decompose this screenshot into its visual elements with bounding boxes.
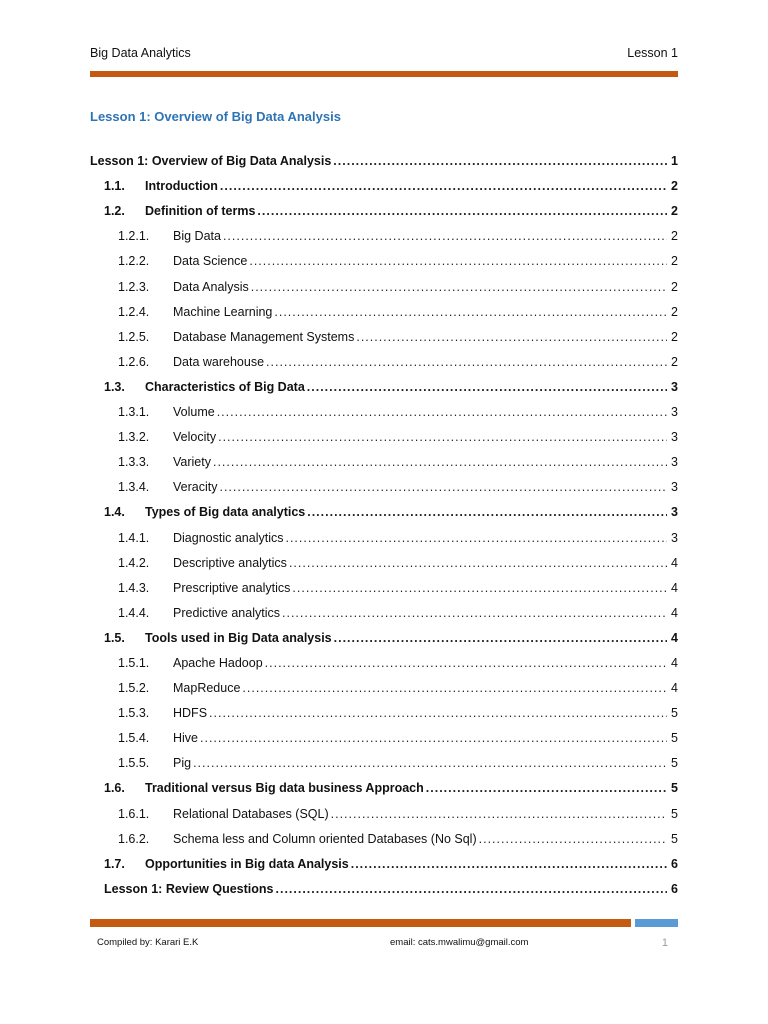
toc-entry[interactable]	[90, 795, 678, 820]
toc-entry[interactable]	[90, 770, 678, 795]
toc-entry-page: 5	[671, 781, 678, 796]
toc-dot-leader	[266, 355, 667, 369]
toc-entry-title: Velocity	[173, 430, 217, 445]
footer-compiled-by: Compiled by: Karari E.K	[97, 937, 199, 948]
toc-entry[interactable]	[90, 570, 678, 595]
toc-dot-leader	[219, 480, 667, 494]
toc-entry-page: 2	[671, 229, 678, 244]
toc-entry-page: 5	[671, 831, 678, 846]
toc-entry-number: 1.4.	[104, 505, 125, 520]
toc-entry-number: 1.5.2.	[118, 681, 150, 696]
toc-entry-number: 1.3.1.	[118, 405, 150, 420]
toc-dot-leader	[276, 882, 668, 896]
toc-entry-title: Hive	[173, 731, 199, 746]
toc-entry-number: 1.2.2.	[118, 254, 150, 269]
toc-entry-page: 6	[671, 856, 678, 871]
toc-entry-title: Database Management Systems	[173, 329, 355, 344]
toc-entry-number: 1.5.3.	[118, 706, 150, 721]
toc-entry[interactable]	[90, 193, 678, 218]
toc-entry-page: 2	[671, 204, 678, 219]
toc-dot-leader	[479, 832, 667, 846]
toc-entry-number: 1.2.5.	[118, 329, 150, 344]
toc-entry-title: Predictive analytics	[173, 605, 280, 620]
toc-entry-title: Variety	[173, 455, 211, 470]
toc-entry[interactable]	[90, 494, 678, 519]
toc-dot-leader	[257, 204, 667, 218]
toc-entry-title: Prescriptive analytics	[173, 580, 291, 595]
toc-heading: Lesson 1: Overview of Big Data Analysis	[90, 109, 341, 124]
toc-entry-title: Opportunities in Big data Analysis	[145, 856, 349, 871]
toc-entry[interactable]	[90, 469, 678, 494]
toc-dot-leader	[331, 807, 667, 821]
toc-entry-page: 5	[671, 706, 678, 721]
toc-entry-title: Apache Hadoop	[173, 655, 263, 670]
toc-entry[interactable]	[90, 419, 678, 444]
toc-entry-title: Traditional versus Big data business Approach	[145, 781, 424, 796]
toc-entry[interactable]	[90, 545, 678, 570]
toc-entry-page: 3	[671, 505, 678, 520]
toc-entry-number: 1.5.	[104, 630, 125, 645]
toc-entry-page: 5	[671, 731, 678, 746]
toc-entry-number: 1.5.4.	[118, 731, 150, 746]
toc-entry-title: Tools used in Big Data analysis	[145, 630, 332, 645]
toc-entry-number: 1.3.	[104, 379, 125, 394]
toc-entry-title: Volume	[173, 405, 215, 420]
toc-entry[interactable]	[90, 394, 678, 419]
toc-entry[interactable]	[90, 821, 678, 846]
toc-dot-leader	[249, 254, 667, 268]
toc-entry[interactable]	[90, 218, 678, 243]
toc-entry-number: 1.1.	[104, 179, 125, 194]
toc-entry-number: 1.4.3.	[118, 580, 150, 595]
toc-dot-leader	[351, 857, 667, 871]
toc-dot-leader	[251, 280, 667, 294]
toc-entry-number: 1.3.2.	[118, 430, 150, 445]
toc-entry[interactable]	[90, 143, 678, 168]
toc-entry-page: 2	[671, 354, 678, 369]
toc-entry[interactable]	[90, 268, 678, 293]
toc-entry[interactable]	[90, 168, 678, 193]
toc-dot-leader	[333, 154, 667, 168]
toc-dot-leader	[282, 606, 667, 620]
toc-entry-page: 3	[671, 430, 678, 445]
toc-dot-leader	[223, 229, 667, 243]
toc-entry[interactable]	[90, 695, 678, 720]
toc-entry[interactable]	[90, 243, 678, 268]
toc-dot-leader	[218, 430, 667, 444]
toc-entry[interactable]	[90, 319, 678, 344]
footer-rule-orange	[90, 919, 631, 927]
toc-dot-leader	[334, 631, 667, 645]
toc-dot-leader	[242, 681, 667, 695]
toc-entry[interactable]	[90, 720, 678, 745]
toc-entry[interactable]	[90, 670, 678, 695]
toc-entry-page: 3	[671, 379, 678, 394]
toc-entry-title: Relational Databases (SQL)	[173, 806, 329, 821]
toc-entry[interactable]	[90, 369, 678, 394]
toc-entry-page: 2	[671, 179, 678, 194]
toc-entry-title: Data Science	[173, 254, 248, 269]
toc-entry-number: 1.3.3.	[118, 455, 150, 470]
toc-entry-title: Descriptive analytics	[173, 555, 287, 570]
toc-entry-title: HDFS	[173, 706, 208, 721]
toc-entry-number: 1.2.1.	[118, 229, 150, 244]
toc-entry-number: 1.6.2.	[118, 831, 150, 846]
toc-entry-number: 1.6.	[104, 781, 125, 796]
toc-entry-number: 1.3.4.	[118, 480, 150, 495]
toc-dot-leader	[307, 380, 667, 394]
toc-entry-page: 4	[671, 580, 678, 595]
toc-entry-page: 2	[671, 254, 678, 269]
toc-entry-title: MapReduce	[173, 681, 241, 696]
header-lesson: Lesson 1	[627, 46, 678, 60]
toc-entry-number: 1.2.6.	[118, 354, 150, 369]
toc-entry-page: 2	[671, 279, 678, 294]
toc-entry-page: 4	[671, 630, 678, 645]
toc-entry-page: 3	[671, 480, 678, 495]
toc-entry-number: 1.6.1.	[118, 806, 150, 821]
footer-page-number: 1	[661, 937, 668, 949]
toc-entry-title: Machine Learning	[173, 304, 273, 319]
toc-dot-leader	[220, 179, 667, 193]
toc-entry-page: 5	[671, 806, 678, 821]
toc-dot-leader	[292, 581, 667, 595]
toc-entry-page: 1	[671, 154, 678, 169]
toc-entry-title: Big Data	[173, 229, 221, 244]
toc-dot-leader	[289, 556, 667, 570]
toc-entry-title: Introduction	[145, 179, 218, 194]
toc-entry-page: 4	[671, 655, 678, 670]
header-title: Big Data Analytics	[90, 46, 191, 60]
toc-entry-page: 3	[671, 530, 678, 545]
toc-entry-number: 1.4.4.	[118, 605, 150, 620]
toc-entry-number: 1.2.4.	[118, 304, 150, 319]
toc-entry[interactable]	[90, 595, 678, 620]
toc-entry-number: 1.2.3.	[118, 279, 150, 294]
toc-dot-leader	[426, 781, 667, 795]
toc-dot-leader	[285, 531, 667, 545]
toc-dot-leader	[356, 330, 667, 344]
toc-entry-title: Data Analysis	[173, 279, 249, 294]
header-rule	[90, 71, 678, 77]
toc-dot-leader	[265, 656, 667, 670]
table-of-contents	[90, 143, 678, 896]
toc-entry-title: Pig	[173, 756, 192, 771]
toc-entry-title: Schema less and Column oriented Databases (No Sql)	[173, 831, 477, 846]
toc-dot-leader	[217, 405, 667, 419]
toc-entry-title: Types of Big data analytics	[145, 505, 306, 520]
toc-entry[interactable]	[90, 871, 678, 896]
toc-entry-page: 2	[671, 329, 678, 344]
toc-entry-number: 1.5.1.	[118, 655, 150, 670]
toc-entry-title: Data warehouse	[173, 354, 265, 369]
toc-dot-leader	[307, 505, 667, 519]
toc-dot-leader	[200, 731, 667, 745]
toc-entry-page: 3	[671, 455, 678, 470]
toc-entry-number: 1.4.1.	[118, 530, 150, 545]
toc-entry-title: Characteristics of Big Data	[145, 379, 305, 394]
toc-dot-leader	[213, 455, 667, 469]
page-header	[90, 46, 678, 66]
toc-entry[interactable]	[90, 294, 678, 319]
toc-entry[interactable]	[90, 645, 678, 670]
toc-entry[interactable]	[90, 846, 678, 871]
toc-entry-number: 1.4.2.	[118, 555, 150, 570]
toc-dot-leader	[274, 305, 667, 319]
toc-entry-title: Lesson 1: Review Questions	[104, 881, 274, 896]
toc-entry[interactable]	[90, 519, 678, 544]
toc-entry-page: 4	[671, 555, 678, 570]
toc-entry-page: 4	[671, 605, 678, 620]
toc-entry-title: Lesson 1: Overview of Big Data Analysis	[90, 154, 332, 169]
footer-rule-blue	[635, 919, 678, 927]
toc-entry-number: 1.7.	[104, 856, 125, 871]
toc-entry-title: Veracity	[173, 480, 218, 495]
toc-entry-page: 5	[671, 756, 678, 771]
toc-entry-title: Definition of terms	[145, 204, 256, 219]
toc-dot-leader	[193, 756, 667, 770]
toc-entry-page: 2	[671, 304, 678, 319]
toc-entry[interactable]	[90, 444, 678, 469]
toc-entry[interactable]	[90, 620, 678, 645]
toc-entry-page: 4	[671, 681, 678, 696]
toc-entry-number: 1.2.	[104, 204, 125, 219]
footer-email: email: cats.mwalimu@gmail.com	[390, 937, 529, 948]
toc-entry[interactable]	[90, 344, 678, 369]
footer-rule	[90, 919, 678, 927]
toc-entry[interactable]	[90, 745, 678, 770]
toc-dot-leader	[209, 706, 667, 720]
toc-entry-title: Diagnostic analytics	[173, 530, 284, 545]
toc-entry-page: 3	[671, 405, 678, 420]
toc-entry-page: 6	[671, 881, 678, 896]
toc-entry-number: 1.5.5.	[118, 756, 150, 771]
